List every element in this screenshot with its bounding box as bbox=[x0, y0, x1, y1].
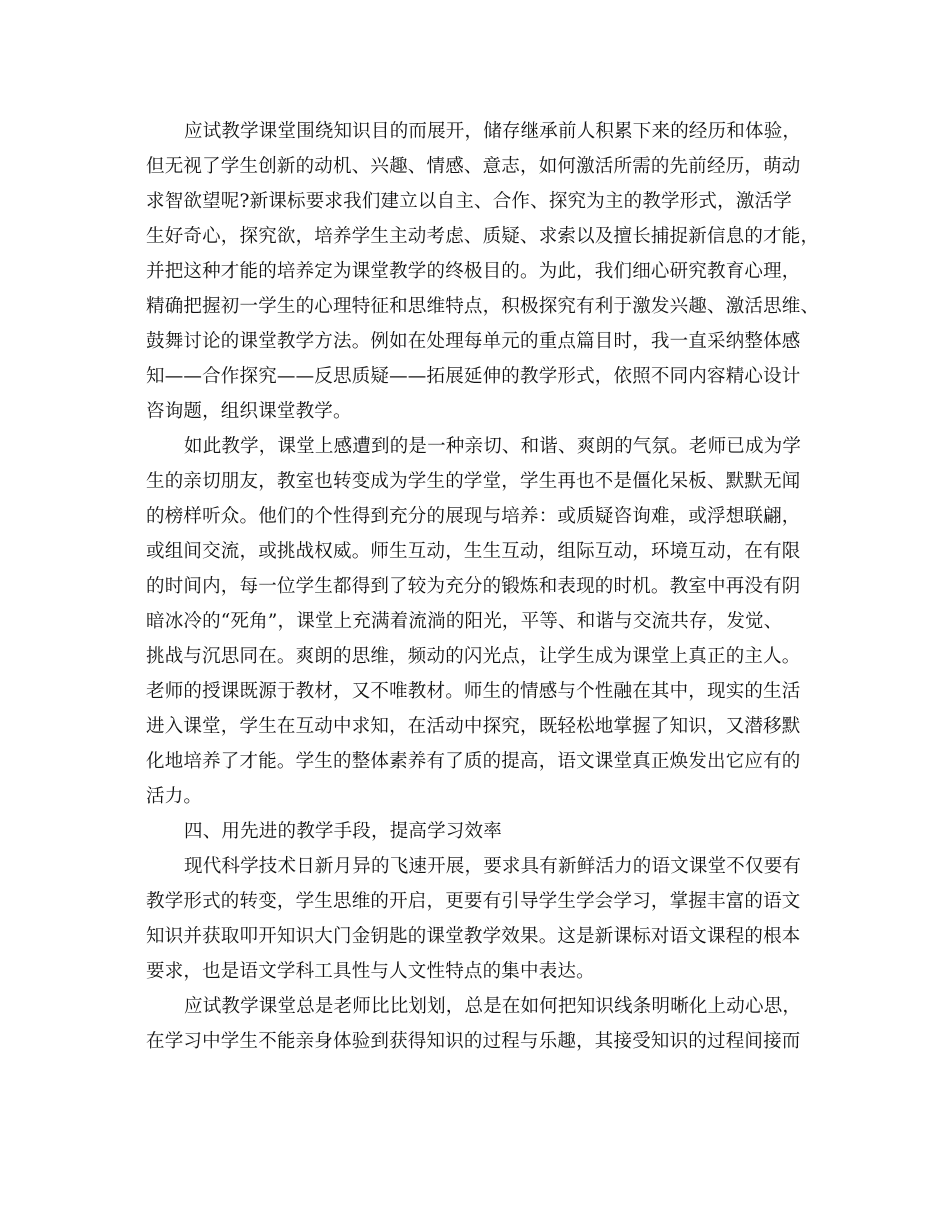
paragraph-2-line-3: 的榜样听众。他们的个性得到充分的展现与培养：或质疑咨询难，或浮想联翩， bbox=[146, 506, 801, 527]
paragraph-2-line-11: 活力。 bbox=[146, 786, 203, 807]
paragraph-1-line-7: 鼓舞讨论的课堂教学方法。例如在处理每单元的重点篇目时，我一直采纳整体感 bbox=[146, 331, 801, 352]
paragraph-1-line-9: 咨询题，组织课堂教学。 bbox=[146, 401, 352, 422]
paragraph-1-line-8: 知——合作探究——反思质疑——拓展延伸的教学形式，依照不同内容精心设计 bbox=[146, 366, 801, 387]
paragraph-2-line-8: 老师的授课既源于教材，又不唯教材。师生的情感与个性融在其中，现实的生活 bbox=[146, 681, 801, 702]
paragraph-1-line-3: 求智欲望呢?新课标要求我们建立以自主、合作、探究为主的教学形式，激活学 bbox=[146, 191, 792, 212]
paragraph-2-line-7: 挑战与沉思同在。爽朗的思维，频动的闪光点，让学生成为课堂上真正的主人。 bbox=[146, 646, 801, 667]
paragraph-1-line-4: 生好奇心，探究欲，培养学生主动考虑、质疑、求索以及擅长捕捉新信息的才能， bbox=[146, 226, 820, 247]
paragraph-2-line-6: 暗冰冷的“死角”，课堂上充满着流淌的阳光，平等、和谐与交流共存，发觉、 bbox=[146, 611, 783, 632]
paragraph-1-line-2: 但无视了学生创新的动机、兴趣、情感、意志，如何激活所需的先前经历，萌动 bbox=[146, 156, 801, 177]
paragraph-3-line-3: 知识并获取叩开知识大门金钥匙的课堂教学效果。这是新课标对语文课程的根本 bbox=[146, 926, 801, 947]
paragraph-2-line-2: 生的亲切朋友，教室也转变成为学生的学堂，学生再也不是僵化呆板、默默无闻 bbox=[146, 471, 801, 492]
paragraph-2-line-10: 化地培养了才能。学生的整体素养有了质的提高，语文课堂真正焕发出它应有的 bbox=[146, 751, 801, 772]
paragraph-3-line-2: 教学形式的转变，学生思维的开启，更要有引导学生学会学习，掌握丰富的语文 bbox=[146, 891, 801, 912]
paragraph-1-line-6: 精确把握初一学生的心理特征和思维特点，积极探究有利于激发兴趣、激活思维、 bbox=[146, 296, 820, 317]
paragraph-4-line-1: 应试教学课堂总是老师比比划划，总是在如何把知识线条明晰化上动心思， bbox=[184, 996, 802, 1017]
paragraph-2-line-1: 如此教学，课堂上感遭到的是一种亲切、和谐、爽朗的气氛。老师已成为学 bbox=[184, 436, 802, 457]
paragraph-2-line-9: 进入课堂，学生在互动中求知，在活动中探究，既轻松地掌握了知识，又潜移默 bbox=[146, 716, 801, 737]
paragraph-1-line-1: 应试教学课堂围绕知识目的而展开，储存继承前人积累下来的经历和体验， bbox=[184, 121, 802, 142]
paragraph-4-line-2: 在学习中学生不能亲身体验到获得知识的过程与乐趣，其接受知识的过程间接而 bbox=[146, 1031, 801, 1052]
paragraph-2-line-4: 或组间交流，或挑战权威。师生互动，生生互动，组际互动，环境互动，在有限 bbox=[146, 541, 801, 562]
paragraph-3-line-1: 现代科学技术日新月异的飞速开展，要求具有新鲜活力的语文课堂不仅要有 bbox=[184, 856, 802, 877]
paragraph-1-line-5: 并把这种才能的培养定为课堂教学的终极目的。为此，我们细心研究教育心理， bbox=[146, 261, 801, 282]
paragraph-2-line-5: 的时间内，每一位学生都得到了较为充分的锻炼和表现的时机。教室中再没有阴 bbox=[146, 576, 801, 597]
section-heading: 四、用先进的教学手段，提高学习效率 bbox=[184, 821, 502, 842]
paragraph-3-line-4: 要求，也是语文学科工具性与人文性特点的集中表达。 bbox=[146, 961, 595, 982]
